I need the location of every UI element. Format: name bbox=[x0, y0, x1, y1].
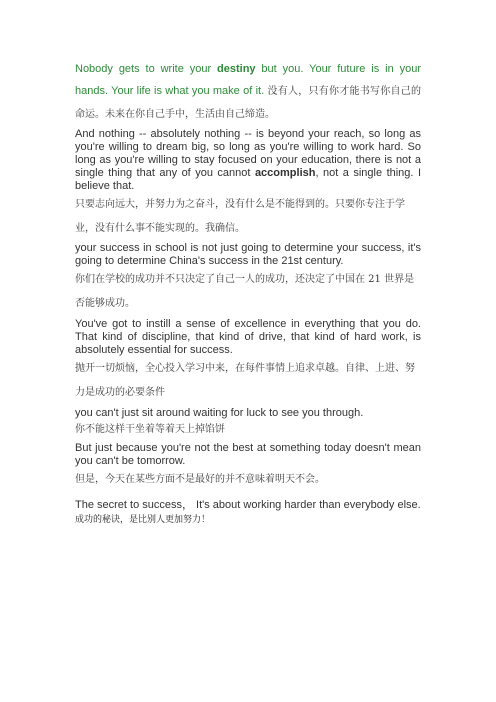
paragraph-reach-chinese: 只要志向远大，并努力为之奋斗，没有什么是不能得到的。只要你专注于学业，没有什么事不能实现的。我确信。 bbox=[75, 199, 405, 234]
paragraph-luck: you can't just sit around waiting for luck to see you through. bbox=[75, 407, 364, 419]
paragraph-success-school: your success in school is not just going to determine your success, it's going to determine China's success in the 21st century. bbox=[75, 242, 421, 267]
paragraph-secret-chinese: 成功的秘诀，是比别人更加努力！ bbox=[75, 515, 211, 525]
para1-text-1: Nobody gets to write your bbox=[75, 63, 218, 75]
paragraph-tomorrow: But just because you're not the best at something today doesn't mean you can't be tomorrow. bbox=[75, 442, 421, 467]
paragraph-luck-chinese: 你不能这样干坐着等着天上掉馅饼 bbox=[75, 424, 225, 435]
paragraph-secret: The secret to success， It's about working harder than everybody else. bbox=[75, 499, 421, 511]
para1-text-2: but you. Your future is in your hands. Your life is what you make of it. bbox=[75, 63, 421, 97]
paragraph-reach bbox=[75, 128, 421, 193]
paragraph-tomorrow-chinese: 但是，今天在某些方面不是最好的并不意味着明天不会。 bbox=[75, 474, 325, 485]
para1-chinese: 没有人，只有你才能书写你自己的命运。未来在你自己手中，生活由自己缔造。 bbox=[75, 86, 422, 120]
paragraph-destiny bbox=[75, 58, 421, 126]
paragraph-excellence-chinese: 抛开一切烦恼，全心投入学习中来，在每件事情上追求卓越。自律、上进、努力是成功的必要条件 bbox=[75, 363, 415, 398]
para1-bold-destiny: destiny bbox=[217, 63, 256, 75]
para2-bold-accomplish: accomplish bbox=[254, 167, 316, 179]
document-page bbox=[75, 50, 421, 526]
para2-text-2: , not a single thing. I believe that. bbox=[75, 167, 422, 192]
para2-text-1: And nothing -- absolutely nothing -- is beyond your reach, so long as you're willing to dream big, so long as you're willing to work hard. So long as you're willing to stay focused on your education, there is not a single thing that any of you cannot bbox=[75, 128, 421, 179]
paragraph-success-school-chinese: 你们在学校的成功并不只决定了自己一人的成功，还决定了中国在 21 世界是否能够成功。 bbox=[75, 274, 415, 309]
paragraph-excellence: You've got to instill a sense of excellence in everything that you do. That kind of discipline, that kind of drive, that kind of hard work, is absolutely essential for success. bbox=[75, 318, 421, 356]
